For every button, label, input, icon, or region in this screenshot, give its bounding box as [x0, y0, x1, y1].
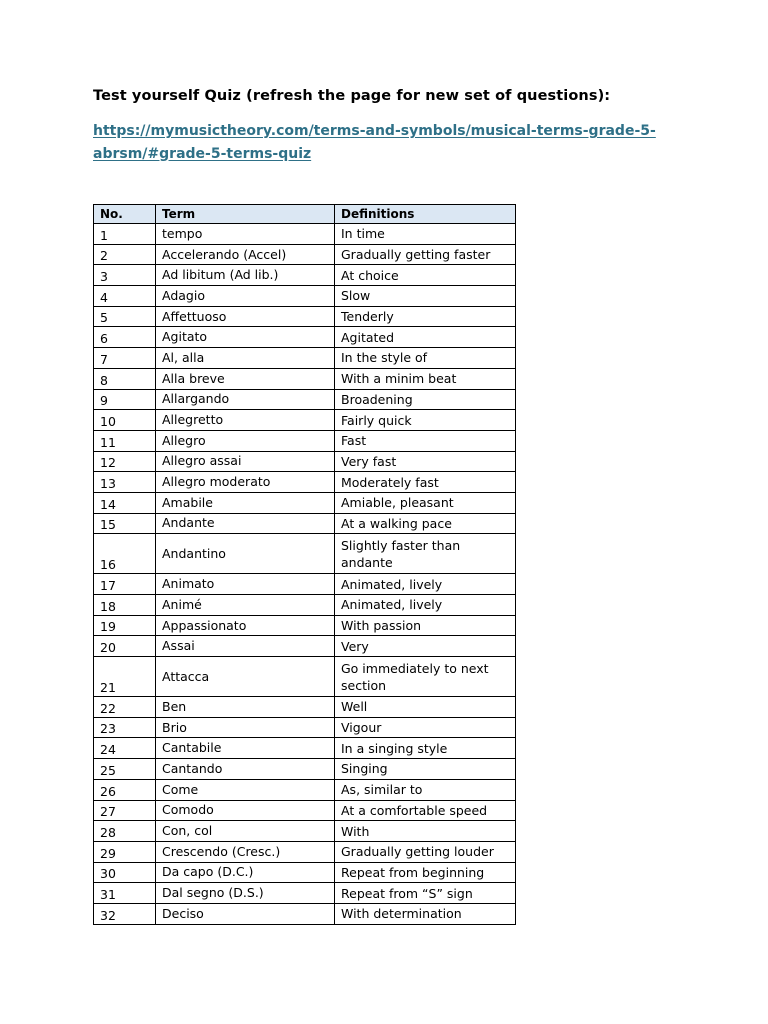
- table-row: [94, 800, 516, 821]
- header-term: Term: [156, 205, 335, 224]
- row-term: Agitato: [156, 327, 335, 348]
- row-definition: Animated, lively: [335, 595, 516, 616]
- row-term: Al, alla: [156, 348, 335, 369]
- header-no: No.: [94, 205, 156, 224]
- row-number: 13: [94, 472, 156, 493]
- row-definition: Repeat from beginning: [335, 862, 516, 883]
- table-row: [94, 472, 516, 493]
- table-row: [94, 779, 516, 800]
- row-definition: With: [335, 821, 516, 842]
- row-number: 23: [94, 717, 156, 738]
- row-definition: Agitated: [335, 327, 516, 348]
- row-term: Comodo: [156, 800, 335, 821]
- row-definition: With a minim beat: [335, 368, 516, 389]
- row-definition: As, similar to: [335, 779, 516, 800]
- row-definition: At a walking pace: [335, 513, 516, 534]
- row-number: 8: [94, 368, 156, 389]
- row-term: Ben: [156, 697, 335, 718]
- row-number: 26: [94, 779, 156, 800]
- row-number: 25: [94, 759, 156, 780]
- row-number: 29: [94, 841, 156, 862]
- table-row: [94, 265, 516, 286]
- table-row: [94, 636, 516, 657]
- row-definition: Animated, lively: [335, 574, 516, 595]
- table-row: [94, 224, 516, 245]
- row-number: 18: [94, 595, 156, 616]
- table-row: [94, 657, 516, 697]
- table-row: [94, 513, 516, 534]
- row-number: 19: [94, 615, 156, 636]
- row-term: Cantabile: [156, 738, 335, 759]
- row-definition: Well: [335, 697, 516, 718]
- row-number: 27: [94, 800, 156, 821]
- quiz-link-line-2[interactable]: abrsm/#grade-5-terms-quiz: [93, 145, 312, 162]
- table-row: [94, 430, 516, 451]
- row-term: Allegro: [156, 430, 335, 451]
- row-definition: Repeat from “S” sign: [335, 883, 516, 904]
- row-number: 21: [94, 657, 156, 697]
- row-term: Adagio: [156, 286, 335, 307]
- table-row: [94, 327, 516, 348]
- row-definition: Gradually getting louder: [335, 841, 516, 862]
- row-definition: Gradually getting faster: [335, 244, 516, 265]
- table-row: [94, 451, 516, 472]
- table-row: [94, 492, 516, 513]
- row-term: Appassionato: [156, 615, 335, 636]
- row-definition: Moderately fast: [335, 472, 516, 493]
- table-row: [94, 615, 516, 636]
- row-number: 2: [94, 244, 156, 265]
- table-row: [94, 574, 516, 595]
- row-definition: In time: [335, 224, 516, 245]
- row-term: Andantino: [156, 534, 335, 574]
- table-row: [94, 389, 516, 410]
- row-term: Allegro assai: [156, 451, 335, 472]
- row-number: 11: [94, 430, 156, 451]
- table-row: [94, 697, 516, 718]
- row-number: 16: [94, 534, 156, 574]
- quiz-link-line-1[interactable]: https://mymusictheory.com/terms-and-symbols/musical-terms-grade-5-: [93, 123, 656, 139]
- row-number: 4: [94, 286, 156, 307]
- row-number: 15: [94, 513, 156, 534]
- table-row: [94, 883, 516, 904]
- row-definition: In a singing style: [335, 738, 516, 759]
- table-row: [94, 717, 516, 738]
- row-term: Crescendo (Cresc.): [156, 841, 335, 862]
- row-number: 20: [94, 636, 156, 657]
- row-definition: Slightly faster than andante: [335, 534, 516, 574]
- row-definition: Amiable, pleasant: [335, 492, 516, 513]
- row-definition: Broadening: [335, 389, 516, 410]
- row-number: 7: [94, 348, 156, 369]
- row-definition: With passion: [335, 615, 516, 636]
- table-row: [94, 410, 516, 431]
- row-term: Andante: [156, 513, 335, 534]
- row-number: 12: [94, 451, 156, 472]
- terms-table: [93, 204, 516, 925]
- row-term: Con, col: [156, 821, 335, 842]
- row-term: Attacca: [156, 657, 335, 697]
- table-row: [94, 862, 516, 883]
- row-definition: At a comfortable speed: [335, 800, 516, 821]
- row-definition: Slow: [335, 286, 516, 307]
- table-row: [94, 903, 516, 924]
- header-definitions: Definitions: [335, 205, 516, 224]
- row-number: 30: [94, 862, 156, 883]
- row-definition: Fairly quick: [335, 410, 516, 431]
- row-number: 6: [94, 327, 156, 348]
- row-term: Allargando: [156, 389, 335, 410]
- row-number: 22: [94, 697, 156, 718]
- row-definition: With determination: [335, 903, 516, 924]
- row-term: Affettuoso: [156, 306, 335, 327]
- row-number: 3: [94, 265, 156, 286]
- row-term: Animé: [156, 595, 335, 616]
- table-header-row: [94, 205, 516, 224]
- row-number: 1: [94, 224, 156, 245]
- row-term: Animato: [156, 574, 335, 595]
- row-number: 28: [94, 821, 156, 842]
- row-term: Accelerando (Accel): [156, 244, 335, 265]
- row-definition: Go immediately to next section: [335, 657, 516, 697]
- row-number: 24: [94, 738, 156, 759]
- row-number: 14: [94, 492, 156, 513]
- row-term: Cantando: [156, 759, 335, 780]
- row-term: Allegro moderato: [156, 472, 335, 493]
- table-body: [94, 224, 516, 925]
- row-number: 5: [94, 306, 156, 327]
- table-row: [94, 534, 516, 574]
- table-row: [94, 286, 516, 307]
- quiz-link[interactable]: [93, 120, 656, 165]
- row-term: Alla breve: [156, 368, 335, 389]
- table-row: [94, 841, 516, 862]
- row-definition: Tenderly: [335, 306, 516, 327]
- table-row: [94, 759, 516, 780]
- row-definition: Singing: [335, 759, 516, 780]
- table-row: [94, 348, 516, 369]
- row-definition: Very: [335, 636, 516, 657]
- table-row: [94, 368, 516, 389]
- row-term: Dal segno (D.S.): [156, 883, 335, 904]
- row-definition: Vigour: [335, 717, 516, 738]
- table-row: [94, 595, 516, 616]
- table-row: [94, 306, 516, 327]
- row-definition: Fast: [335, 430, 516, 451]
- row-number: 17: [94, 574, 156, 595]
- row-term: Deciso: [156, 903, 335, 924]
- row-term: Come: [156, 779, 335, 800]
- row-term: Da capo (D.C.): [156, 862, 335, 883]
- row-number: 32: [94, 903, 156, 924]
- row-term: tempo: [156, 224, 335, 245]
- row-term: Assai: [156, 636, 335, 657]
- table-row: [94, 821, 516, 842]
- page-title: Test yourself Quiz (refresh the page for new set of questions):: [93, 88, 611, 104]
- row-number: 10: [94, 410, 156, 431]
- row-number: 31: [94, 883, 156, 904]
- row-definition: Very fast: [335, 451, 516, 472]
- row-term: Brio: [156, 717, 335, 738]
- row-number: 9: [94, 389, 156, 410]
- row-term: Amabile: [156, 492, 335, 513]
- row-term: Allegretto: [156, 410, 335, 431]
- table-row: [94, 738, 516, 759]
- row-definition: In the style of: [335, 348, 516, 369]
- row-definition: At choice: [335, 265, 516, 286]
- row-term: Ad libitum (Ad lib.): [156, 265, 335, 286]
- table-row: [94, 244, 516, 265]
